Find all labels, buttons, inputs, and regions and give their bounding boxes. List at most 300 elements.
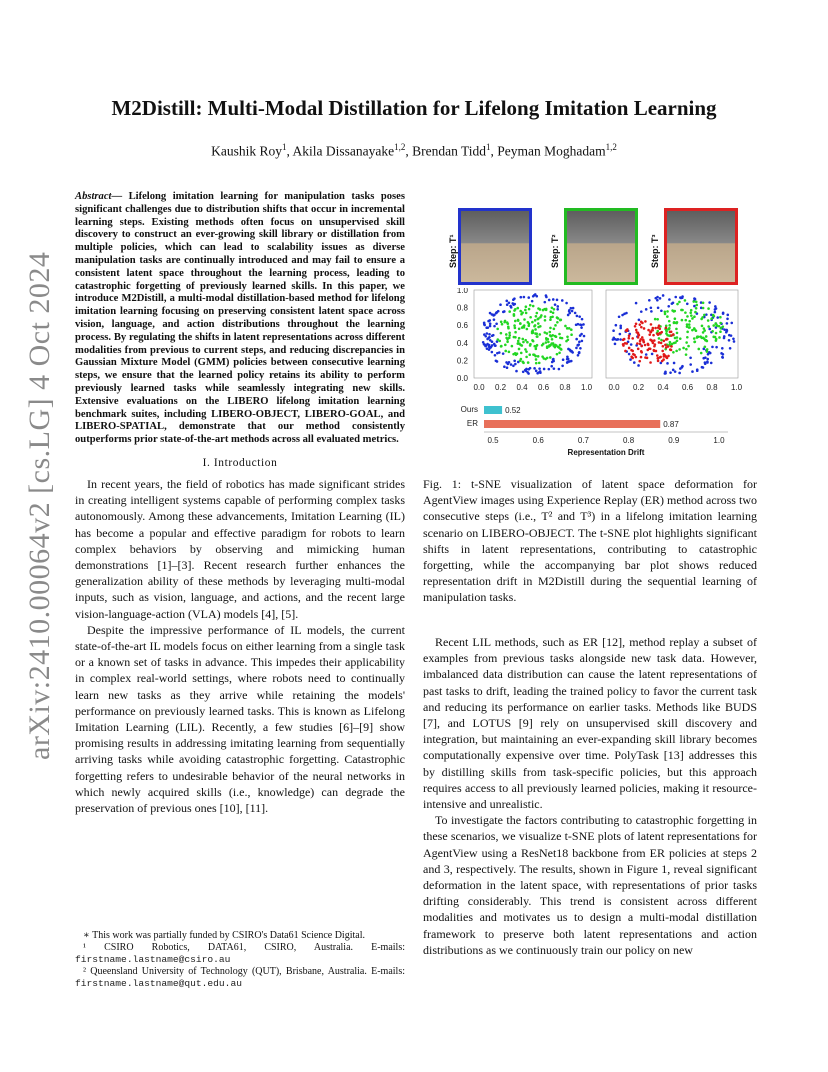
tsne-point-green <box>501 323 504 326</box>
tsne-point-green <box>542 309 545 312</box>
tsne-point-red <box>664 343 667 346</box>
tsne-point-green <box>707 325 710 328</box>
tsne-point-blue <box>488 348 491 351</box>
step-image-3 <box>664 208 738 285</box>
tsne-xtick-label: 0.2 <box>494 383 507 392</box>
tsne-point-green <box>517 342 520 345</box>
tsne-point-blue <box>618 315 621 318</box>
tsne-point-green <box>685 341 688 344</box>
tsne-point-green <box>675 328 678 331</box>
tsne-point-green <box>525 350 528 353</box>
tsne-point-green <box>664 313 667 316</box>
tsne-point-green <box>514 327 517 330</box>
tsne-point-green <box>540 314 543 317</box>
footnote-funding: ∗ This work was partially funded by CSIRO's Data61 Science Digital. <box>83 930 365 941</box>
tsne-point-blue <box>496 360 499 363</box>
tsne-point-blue <box>726 329 729 332</box>
tsne-point-blue <box>623 313 626 316</box>
tsne-point-red <box>631 350 634 353</box>
tsne-point-blue <box>726 318 729 321</box>
tsne-point-green <box>695 329 698 332</box>
step-label: Step: T² <box>550 234 560 268</box>
tsne-point-green <box>711 330 714 333</box>
tsne-point-blue <box>556 299 559 302</box>
tsne-point-green <box>545 341 548 344</box>
tsne-point-green <box>507 327 510 330</box>
tsne-point-blue <box>633 361 636 364</box>
tsne-point-red <box>624 350 627 353</box>
tsne-point-green <box>517 319 520 322</box>
tsne-point-green <box>658 337 661 340</box>
bar-xtick-label: 1.0 <box>713 436 725 445</box>
tsne-point-green <box>528 308 531 311</box>
tsne-point-blue <box>721 356 724 359</box>
tsne-point-green <box>705 335 708 338</box>
bar-xlabel: Representation Drift <box>567 448 645 457</box>
tsne-point-red <box>638 334 641 337</box>
tsne-point-green <box>533 345 536 348</box>
tsne-point-green <box>519 322 522 325</box>
tsne-point-red <box>642 339 645 342</box>
tsne-point-green <box>516 307 519 310</box>
tsne-point-green <box>719 330 722 333</box>
bar-xtick-label: 0.9 <box>668 436 680 445</box>
tsne-point-green <box>537 307 540 310</box>
tsne-point-blue <box>570 360 573 363</box>
tsne-point-blue <box>721 347 724 350</box>
tsne-point-blue <box>691 370 694 373</box>
bar-category-label: Ours <box>460 405 478 414</box>
tsne-point-blue <box>568 310 571 313</box>
tsne-point-red <box>670 330 673 333</box>
tsne-point-green <box>551 338 554 341</box>
tsne-point-red <box>641 336 644 339</box>
tsne-xtick-label: 0.4 <box>657 383 669 392</box>
tsne-point-green <box>678 301 681 304</box>
tsne-point-green <box>676 332 679 335</box>
tsne-point-blue <box>502 311 505 314</box>
tsne-point-green <box>701 316 704 319</box>
tsne-point-green <box>541 344 544 347</box>
tsne-point-green <box>521 338 524 341</box>
tsne-point-green <box>685 348 688 351</box>
email-text: firstname.lastname@csiro.au <box>75 954 231 965</box>
tsne-point-green <box>701 325 704 328</box>
author-affiliation: 1 <box>486 142 491 152</box>
tsne-point-blue <box>714 311 717 314</box>
tsne-point-blue <box>656 299 659 302</box>
tsne-point-blue <box>570 307 573 310</box>
footnote-affiliation-2 <box>75 966 405 990</box>
tsne-point-blue <box>553 367 556 370</box>
tsne-point-blue <box>486 343 489 346</box>
step-image-1 <box>458 208 532 285</box>
tsne-point-red <box>640 345 643 348</box>
tsne-point-red <box>652 327 655 330</box>
tsne-point-blue <box>578 341 581 344</box>
tsne-point-blue <box>672 369 675 372</box>
tsne-point-blue <box>512 364 515 367</box>
tsne-point-green <box>558 352 561 355</box>
tsne-point-blue <box>545 296 548 299</box>
abstract <box>75 191 405 447</box>
tsne-point-blue <box>503 365 506 368</box>
tsne-point-green <box>690 309 693 312</box>
tsne-point-blue <box>571 351 574 354</box>
tsne-point-green <box>666 315 669 318</box>
tsne-point-green <box>694 311 697 314</box>
tsne-point-green <box>536 344 539 347</box>
footnotes <box>75 930 405 990</box>
tsne-point-green <box>686 331 689 334</box>
tsne-point-blue <box>565 302 568 305</box>
tsne-point-blue <box>645 353 648 356</box>
tsne-point-red <box>639 338 642 341</box>
tsne-point-blue <box>612 336 615 339</box>
tsne-point-green <box>524 348 527 351</box>
tsne-point-blue <box>671 302 674 305</box>
tsne-point-green <box>528 353 531 356</box>
footnote-text: ¹ CSIRO Robotics, DATA61, CSIRO, Australia. E-mails: <box>83 942 405 953</box>
tsne-point-green <box>714 336 717 339</box>
tsne-point-green <box>544 315 547 318</box>
tsne-plots <box>438 288 748 468</box>
tsne-point-red <box>635 329 638 332</box>
tsne-point-green <box>570 328 573 331</box>
tsne-point-red <box>662 345 665 348</box>
tsne-point-green <box>525 305 528 308</box>
tsne-point-blue <box>645 308 648 311</box>
tsne-point-blue <box>509 305 512 308</box>
tsne-point-blue <box>664 370 667 373</box>
tsne-point-green <box>534 328 537 331</box>
tsne-point-blue <box>576 344 579 347</box>
paper-title: M2Distill: Multi-Modal Distillation for Lifelong Imitation Learning <box>111 96 717 120</box>
tsne-point-blue <box>527 372 530 375</box>
tsne-point-blue <box>711 346 714 349</box>
footnote-affiliation-1 <box>75 942 405 966</box>
tsne-point-blue <box>489 325 492 328</box>
tsne-point-blue <box>729 347 732 350</box>
tsne-point-blue <box>493 318 496 321</box>
tsne-point-blue <box>715 307 718 310</box>
tsne-point-red <box>634 325 637 328</box>
tsne-point-green <box>695 304 698 307</box>
tsne-point-blue <box>506 366 509 369</box>
tsne-point-green <box>518 348 521 351</box>
tsne-point-blue <box>491 340 494 343</box>
tsne-point-blue <box>513 303 516 306</box>
tsne-point-blue <box>638 319 641 322</box>
tsne-point-red <box>647 343 650 346</box>
tsne-point-blue <box>506 303 509 306</box>
tsne-point-green <box>505 337 508 340</box>
tsne-point-blue <box>489 322 492 325</box>
tsne-point-red <box>648 333 651 336</box>
tsne-point-green <box>527 361 530 364</box>
tsne-point-green <box>537 317 540 320</box>
tsne-point-green <box>656 330 659 333</box>
tsne-point-red <box>660 342 663 345</box>
tsne-point-green <box>712 324 715 327</box>
tsne-point-blue <box>708 328 711 331</box>
tsne-point-blue <box>686 302 689 305</box>
tsne-point-red <box>650 339 653 342</box>
tsne-point-green <box>506 340 509 343</box>
tsne-point-green <box>710 317 713 320</box>
tsne-point-green <box>566 335 569 338</box>
tsne-ytick-label: 0.4 <box>456 338 468 348</box>
author-affiliation: 1 <box>282 142 287 152</box>
tsne-point-green <box>690 314 693 317</box>
tsne-point-green <box>524 309 527 312</box>
tsne-point-blue <box>482 341 485 344</box>
tsne-point-blue <box>617 338 620 341</box>
tsne-point-blue <box>576 315 579 318</box>
tsne-point-blue <box>650 310 653 313</box>
tsne-point-blue <box>487 336 490 339</box>
tsne-ytick-label: 0.6 <box>456 321 468 331</box>
tsne-point-green <box>567 338 570 341</box>
tsne-point-red <box>661 360 664 363</box>
tsne-point-blue <box>640 310 643 313</box>
tsne-point-red <box>666 338 669 341</box>
tsne-point-red <box>639 323 642 326</box>
tsne-point-blue <box>674 370 677 373</box>
tsne-point-green <box>665 332 668 335</box>
tsne-point-green <box>529 316 532 319</box>
tsne-xtick-label: 1.0 <box>580 383 593 392</box>
tsne-point-green <box>513 313 516 316</box>
tsne-point-red <box>641 322 644 325</box>
tsne-point-blue <box>575 338 578 341</box>
tsne-point-green <box>522 325 525 328</box>
bar-category-label: ER <box>466 419 478 428</box>
tsne-point-green <box>553 328 556 331</box>
tsne-ytick-label: 0.2 <box>456 356 468 366</box>
tsne-point-green <box>694 340 697 343</box>
tsne-point-green <box>671 343 674 346</box>
arxiv-side-stamp: arXiv:2410.00064v2 [cs.LG] 4 Oct 2024 <box>23 251 56 760</box>
tsne-point-blue <box>528 368 531 371</box>
tsne-xtick-label: 0.8 <box>559 383 571 392</box>
tsne-point-blue <box>628 353 631 356</box>
tsne-point-blue <box>575 347 578 350</box>
tsne-point-green <box>693 337 696 340</box>
tsne-point-green <box>553 308 556 311</box>
tsne-point-green <box>691 317 694 320</box>
tsne-point-green <box>535 332 538 335</box>
tsne-point-green <box>668 324 671 327</box>
tsne-point-blue <box>514 363 517 366</box>
tsne-point-blue <box>730 322 733 325</box>
tsne-point-blue <box>548 299 551 302</box>
tsne-point-blue <box>619 327 622 330</box>
tsne-point-red <box>650 323 653 326</box>
tsne-point-blue <box>662 294 665 297</box>
tsne-point-blue <box>667 305 670 308</box>
tsne-point-red <box>623 338 626 341</box>
tsne-point-blue <box>580 333 583 336</box>
tsne-point-green <box>546 357 549 360</box>
tsne-xtick-label: 0.2 <box>632 383 645 392</box>
tsne-point-blue <box>637 364 640 367</box>
tsne-point-red <box>635 331 638 334</box>
tsne-point-red <box>654 327 657 330</box>
tsne-point-blue <box>497 310 500 313</box>
tsne-point-green <box>556 353 559 356</box>
tsne-point-green <box>674 337 677 340</box>
tsne-point-blue <box>614 343 617 346</box>
tsne-point-blue <box>552 298 555 301</box>
tsne-point-blue <box>674 296 677 299</box>
tsne-point-green <box>524 339 527 342</box>
tsne-point-green <box>688 323 691 326</box>
tsne-point-blue <box>630 343 633 346</box>
footnote-text: ² Queensland University of Technology (QUT), Brisbane, Australia. E-mails: <box>83 966 405 977</box>
tsne-point-green <box>695 300 698 303</box>
tsne-point-green <box>684 311 687 314</box>
tsne-point-green <box>654 318 657 321</box>
tsne-point-green <box>531 339 534 342</box>
tsne-point-green <box>517 340 520 343</box>
abstract-text: — Lifelong imitation learning for manipulation tasks poses significant challenges due to distribution shifts that occur in incremental learning steps. Existing methods often focus on unsupervised skill discovery to construct an ever-growing skill library or distillation from multiple policies, which can lead to scalability issues as diverse manipulation tasks are continually introduced and may fail to ensure a consistent latent space throughout the learning process, leading to catastrophic forgetting of previously learned skills. In this paper, we introduce M2Distill, a multi-modal distillation-based method for lifelong imitation learning focusing on preserving consistent latent space across vision, language, and action distributions throughout the learning process. By regulating the shifts in latent representations across different modalities from previous to current steps, and reducing discrepancies in Gaussian Mixture Model (GMM) policies between consecutive learning steps, we ensure that the learned policy retains its ability to perform previously learned tasks while seamlessly integrating new skills. Extensive evaluations on the LIBERO lifelong imitation learning benchmark suites, including LIBERO-OBJECT, LIBERO-GOAL, and LIBERO-SPATIAL, demonstrate that our method consistently outperforms prior state-of-the-art methods across all evaluated metrics. <box>75 191 405 446</box>
tsne-xtick-label: 0.6 <box>681 383 694 392</box>
tsne-point-blue <box>732 337 735 340</box>
tsne-point-green <box>549 327 552 330</box>
bar-value-label: 0.87 <box>663 420 679 429</box>
tsne-point-red <box>622 344 625 347</box>
tsne-point-green <box>532 305 535 308</box>
tsne-point-green <box>535 358 538 361</box>
tsne-point-green <box>688 326 691 329</box>
tsne-point-red <box>633 354 636 357</box>
tsne-point-green <box>660 339 663 342</box>
tsne-point-red <box>649 331 652 334</box>
tsne-point-blue <box>491 313 494 316</box>
tsne-point-blue <box>709 352 712 355</box>
tsne-point-green <box>705 339 708 342</box>
tsne-point-blue <box>572 307 575 310</box>
tsne-xtick-label: 0.4 <box>516 383 528 392</box>
tsne-point-blue <box>666 362 669 365</box>
right-column <box>423 634 757 958</box>
tsne-point-red <box>660 331 663 334</box>
author-affiliation: 1,2 <box>394 142 406 152</box>
author-name: Peyman Moghadam <box>497 143 606 159</box>
tsne-point-green <box>519 359 522 362</box>
tsne-point-blue <box>554 303 557 306</box>
tsne-point-green <box>656 318 659 321</box>
tsne-point-green <box>536 335 539 338</box>
tsne-point-blue <box>581 340 584 343</box>
tsne-point-green <box>535 362 538 365</box>
tsne-point-red <box>658 356 661 359</box>
tsne-point-blue <box>693 305 696 308</box>
tsne-point-red <box>628 334 631 337</box>
tsne-point-blue <box>491 334 494 337</box>
tsne-point-green <box>503 321 506 324</box>
tsne-point-red <box>649 361 652 364</box>
tsne-point-blue <box>578 315 581 318</box>
tsne-point-green <box>543 331 546 334</box>
tsne-point-blue <box>580 326 583 329</box>
bar-value-label: 0.52 <box>505 406 521 415</box>
tsne-point-red <box>656 354 659 357</box>
tsne-point-blue <box>488 333 491 336</box>
tsne-point-green <box>684 299 687 302</box>
tsne-point-blue <box>484 345 487 348</box>
tsne-point-blue <box>648 299 651 302</box>
tsne-ytick-label: 1.0 <box>456 288 468 295</box>
tsne-point-green <box>549 318 552 321</box>
tsne-point-green <box>707 319 710 322</box>
tsne-point-blue <box>615 324 618 327</box>
tsne-point-green <box>529 304 532 307</box>
tsne-point-green <box>537 326 540 329</box>
tsne-point-green <box>522 362 525 365</box>
tsne-point-blue <box>679 367 682 370</box>
tsne-point-blue <box>728 339 731 342</box>
tsne-point-green <box>687 345 690 348</box>
tsne-point-blue <box>612 329 615 332</box>
step-label: Step: T³ <box>650 234 660 268</box>
tsne-point-green <box>556 316 559 319</box>
tsne-xtick-label: 1.0 <box>730 383 743 392</box>
tsne-point-green <box>700 352 703 355</box>
tsne-point-blue <box>566 358 569 361</box>
tsne-ytick-label: 0.8 <box>456 303 468 313</box>
tsne-point-blue <box>704 362 707 365</box>
tsne-point-green <box>668 328 671 331</box>
tsne-point-blue <box>510 363 513 366</box>
tsne-point-red <box>665 327 668 330</box>
tsne-point-green <box>556 321 559 324</box>
tsne-point-green <box>508 332 511 335</box>
tsne-point-green <box>550 342 553 345</box>
right-paragraph-1: Recent LIL methods, such as ER [12], method replay a subset of examples from previous tasks alongside new task data. However, imbalanced data distribution can cause the latent representations of past tasks to drift, leading the trained policy to favor the current task and reducing its performance on earlier tasks. Methods like BUDS [7], and LOTUS [9] rely on unsupervised skill discovery and integration, but maintaining an ever-expanding skill library becomes computationally expensive over time. PolyTask [13] addresses this by distilling skills from task-specific policies, but this approach requires access to all previously learned policies, making it resource-intensive and unrealistic. <box>423 635 757 812</box>
tsne-point-green <box>674 317 677 320</box>
tsne-point-red <box>635 322 638 325</box>
figure-1 <box>438 198 748 462</box>
tsne-point-green <box>560 319 563 322</box>
email-text: firstname.lastname@qut.edu.au <box>75 978 242 989</box>
tsne-point-red <box>644 356 647 359</box>
intro-paragraph-2: Despite the impressive performance of IL models, the current state-of-the-art IL models focus on either learning from a single task or a known set of tasks in advance. This impedes their applicability in complex real-world settings, where robots need to continually learn new tasks as they arrive while retaining the models' performance on previously learned tasks. This is known as Lifelong Imitation Learning (LIL). Recently, a few studies [6]–[9] show promising results in addressing imitating learning from sequentially arriving tasks while avoiding catastrophic forgetting. Catastrophic forgetting refers to undesirable behavior of the neural networks in which newly acquired skills (i.e., knowledge) can degrade the preservation of previous ones [10], [11]. <box>75 622 405 815</box>
bar-xtick-label: 0.7 <box>577 436 589 445</box>
tsne-point-green <box>525 312 528 315</box>
tsne-point-green <box>513 336 516 339</box>
bar-xtick-label: 0.8 <box>623 436 635 445</box>
tsne-point-red <box>652 334 655 337</box>
tsne-point-red <box>657 360 660 363</box>
tsne-point-green <box>672 351 675 354</box>
tsne-point-red <box>630 355 633 358</box>
tsne-point-green <box>520 313 523 316</box>
tsne-point-green <box>514 352 517 355</box>
tsne-point-blue <box>619 333 622 336</box>
tsne-point-blue <box>495 322 498 325</box>
tsne-point-green <box>537 355 540 358</box>
tsne-point-blue <box>702 357 705 360</box>
tsne-point-blue <box>733 340 736 343</box>
tsne-point-blue <box>660 309 663 312</box>
tsne-point-blue <box>635 302 638 305</box>
tsne-point-green <box>564 325 567 328</box>
tsne-point-red <box>670 334 673 337</box>
tsne-point-green <box>715 324 718 327</box>
tsne-point-blue <box>491 351 494 354</box>
